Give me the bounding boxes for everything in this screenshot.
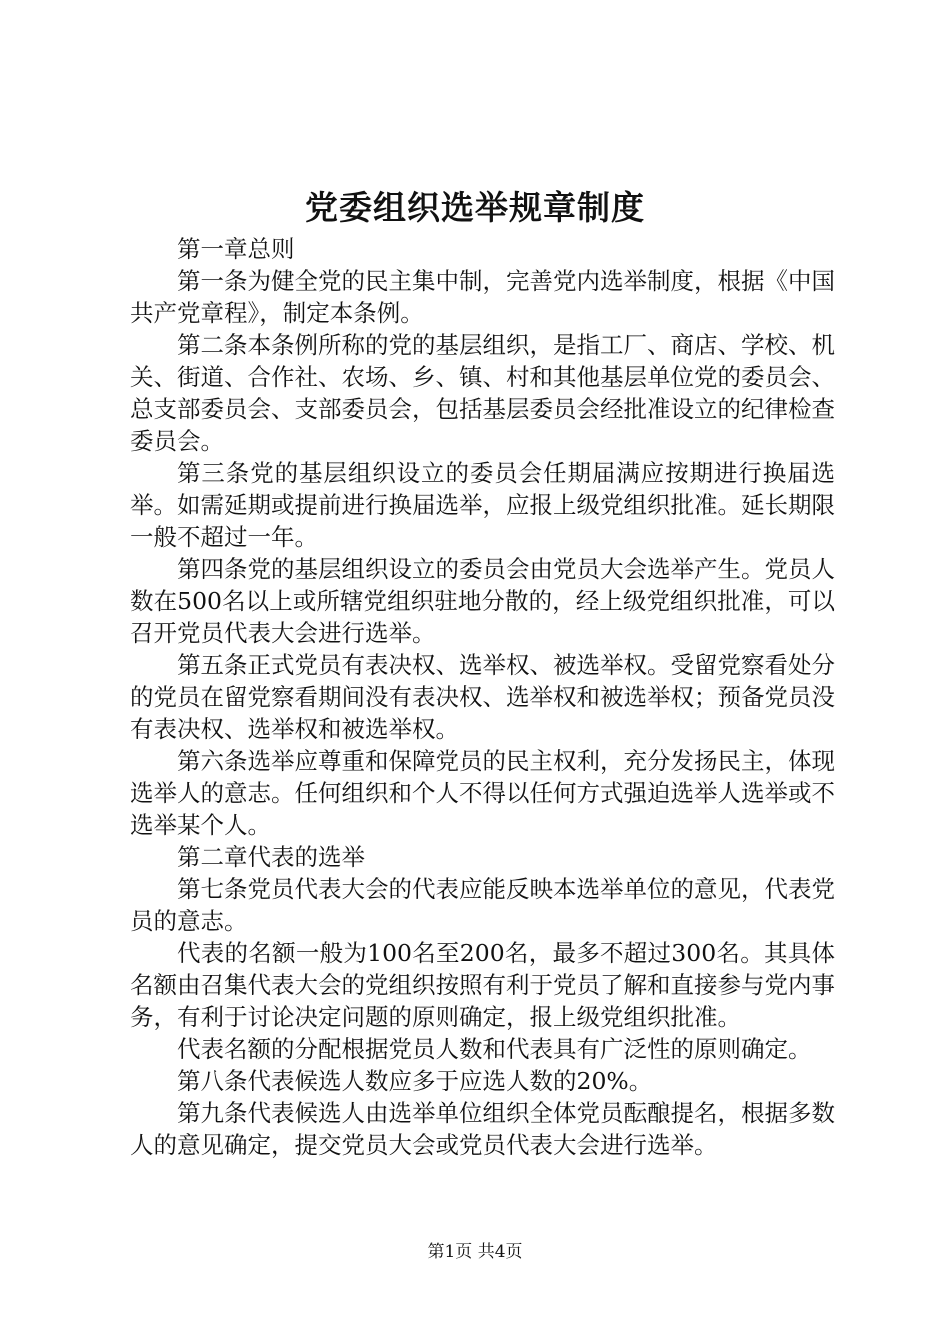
article-paragraph: 第四条党的基层组织设立的委员会由党员大会选举产生。党员人数在500名以上或所辖党组织驻地分散的，经上级党组织批准，可以召开党员代表大会进行选举。 — [130, 555, 835, 647]
article-paragraph: 第三条党的基层组织设立的委员会任期届满应按期进行换届选举。如需延期或提前进行换届选举，应报上级党组织批准。延长期限一般不超过一年。 — [130, 459, 835, 551]
chapter-heading: 第二章代表的选举 — [177, 843, 365, 871]
article-paragraph: 第六条选举应尊重和保障党员的民主权利，充分发扬民主，体现选举人的意志。任何组织和个人不得以任何方式强迫选举人选举或不选举某个人。 — [130, 747, 835, 839]
article-paragraph: 第一条为健全党的民主集中制，完善党内选举制度，根据《中国共产党章程》，制定本条例。 — [130, 267, 835, 327]
page-number: 第1页 共4页 — [427, 1242, 523, 1262]
article-paragraph: 代表的名额一般为100名至200名，最多不超过300名。其具体名额由召集代表大会的党组织按照有利于党员了解和直接参与党内事务，有利于讨论决定问题的原则确定，报上级党组织批准。 — [130, 939, 835, 1031]
article-paragraph: 第八条代表候选人数应多于应选人数的20%。 — [177, 1067, 653, 1095]
article-paragraph: 第二条本条例所称的党的基层组织，是指工厂、商店、学校、机关、街道、合作社、农场、乡、镇、村和其他基层单位党的委员会、总支部委员会、支部委员会，包括基层委员会经批准设立的纪律检查委员会。 — [130, 331, 835, 455]
chapter-heading: 第一章总则 — [177, 235, 295, 263]
article-paragraph: 第九条代表候选人由选举单位组织全体党员酝酿提名，根据多数人的意见确定，提交党员大会或党员代表大会进行选举。 — [130, 1099, 835, 1159]
article-paragraph: 代表名额的分配根据党员人数和代表具有广泛性的原则确定。 — [177, 1035, 812, 1063]
document-body — [130, 233, 835, 1161]
article-paragraph: 第五条正式党员有表决权、选举权、被选举权。受留党察看处分的党员在留党察看期间没有表决权、选举权和被选举权；预备党员没有表决权、选举权和被选举权。 — [130, 651, 835, 743]
document-title: 党委组织选举规章制度 — [305, 188, 645, 227]
article-paragraph: 第七条党员代表大会的代表应能反映本选举单位的意见，代表党员的意志。 — [130, 875, 835, 935]
